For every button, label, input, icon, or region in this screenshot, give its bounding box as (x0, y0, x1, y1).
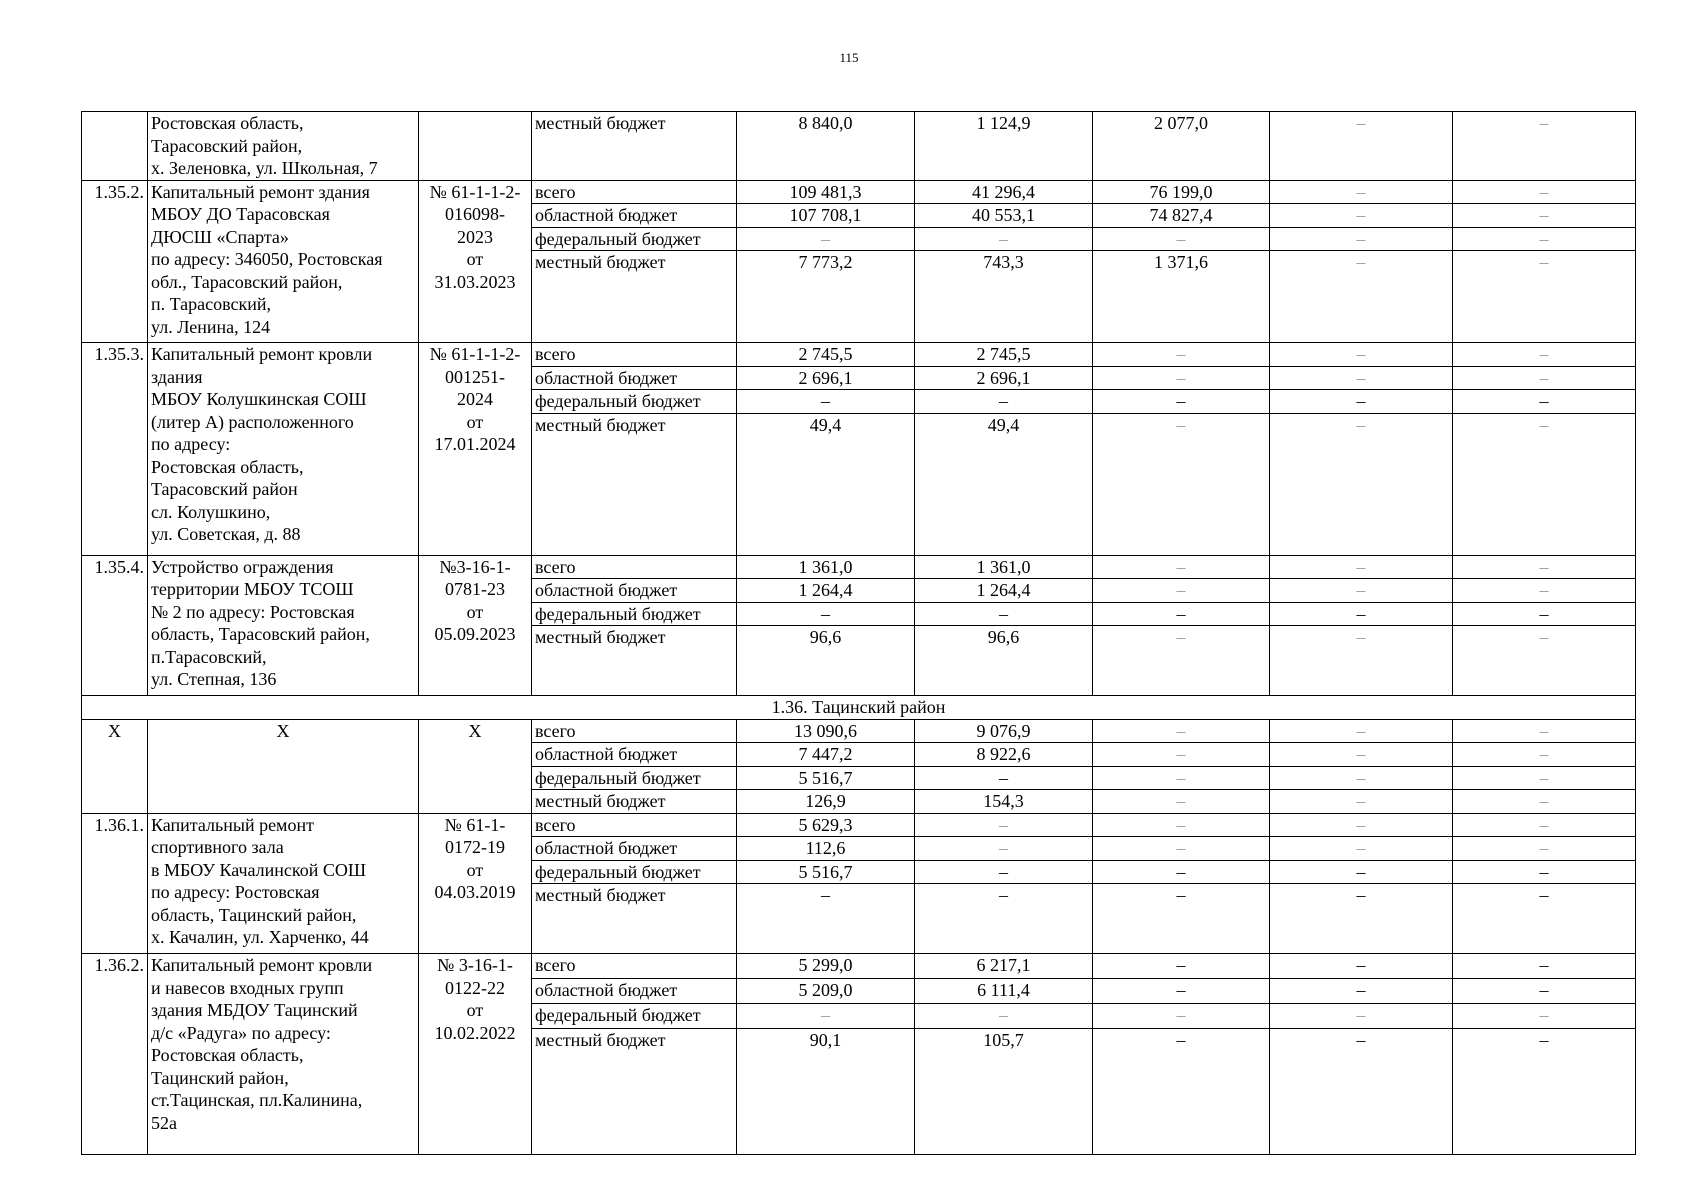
funding-source: федеральный бюджет (532, 766, 737, 790)
item-document-code (419, 555, 532, 696)
amount-cell: – (1093, 366, 1270, 390)
groups.g2.code-line: 31.03.2023 (434, 271, 516, 292)
funding-source: федеральный бюджет (532, 1004, 737, 1029)
groups.g3.description-line: Тарасовский район (151, 479, 298, 499)
item-description (148, 180, 419, 343)
groups.g7.code-line: от (466, 1000, 484, 1020)
groups.g5.description-line: Х (276, 720, 290, 741)
groups.g6.description-line: в МБОУ Качалинской СОШ (151, 859, 367, 880)
groups.g6.description-line: область, Тацинский район, (151, 904, 357, 925)
item-document-code (419, 813, 532, 954)
groups.g3.code-line: от (466, 411, 484, 432)
amount-cell: – (1093, 813, 1270, 837)
amount-cell: – (1453, 954, 1636, 979)
item-description (148, 719, 419, 813)
amount-cell: – (1270, 343, 1453, 367)
amount-cell: 2 696,1 (737, 366, 915, 390)
amount-cell: 2 696,1 (915, 366, 1093, 390)
amount-cell: 6 111,4 (915, 979, 1093, 1004)
amount-cell: – (915, 766, 1093, 790)
groups.g2.description-line: ДЮСШ «Спарта» (151, 226, 289, 247)
item-index (82, 112, 148, 181)
amount-cell: 5 209,0 (737, 979, 915, 1004)
groups.g4.code-line: 05.09.2023 (434, 624, 516, 644)
funding-source: всего (532, 954, 737, 979)
groups.g6.code-line: № 61-1- (444, 814, 506, 835)
amount-cell: 96,6 (915, 626, 1093, 696)
groups.g4.description-line: ул. Степная, 136 (151, 669, 277, 689)
groups.g6.code-line: 04.03.2019 (434, 882, 516, 902)
groups.g7.description-line: Тацинский район, (151, 1067, 289, 1088)
amount-cell: 41 296,4 (915, 180, 1093, 204)
amount-cell: 6 217,1 (915, 954, 1093, 979)
amount-cell: 90,1 (737, 1029, 915, 1155)
amount-cell: – (1453, 884, 1636, 954)
groups.g2.code-line: от (466, 249, 484, 269)
groups.g4.description-line: область, Тарасовский район, (151, 624, 370, 644)
amount-cell: – (1093, 1029, 1270, 1155)
funding-source: местный бюджет (532, 790, 737, 814)
groups.g7.description-line: Ростовская область, (151, 1045, 304, 1065)
amount-cell: 2 745,5 (737, 343, 915, 367)
amount-cell: – (1270, 112, 1453, 181)
item-index: 1.35.4. (82, 555, 148, 696)
groups.g4.description-line: территории МБОУ ТСОШ (151, 579, 354, 599)
amount-cell: – (1270, 743, 1453, 767)
amount-cell: – (737, 884, 915, 954)
groups.g7.description-line: 52а (151, 1112, 177, 1133)
funding-source: местный бюджет (532, 112, 737, 181)
amount-cell: – (1093, 743, 1270, 767)
amount-cell: – (1093, 860, 1270, 884)
amount-cell: 1 264,4 (737, 579, 915, 603)
groups.g7.description-line: и навесов входных групп (151, 977, 344, 998)
funding-source: федеральный бюджет (532, 602, 737, 626)
groups.g2.description-line: по адресу: 346050, Ростовская (151, 249, 383, 269)
amount-cell: – (1093, 579, 1270, 603)
amount-cell: – (1270, 204, 1453, 228)
item-description (148, 343, 419, 556)
groups.g2.description-line: ул. Ленина, 124 (151, 316, 271, 337)
groups.g2.code-line: 016098- (445, 204, 505, 224)
amount-cell: – (915, 602, 1093, 626)
item-index: 1.35.2. (82, 180, 148, 343)
groups.g2.description-line: п. Тарасовский, (151, 294, 272, 314)
groups.g3.code-line: 2024 (457, 389, 493, 409)
amount-cell: 1 264,4 (915, 579, 1093, 603)
amount-cell: 7 447,2 (737, 743, 915, 767)
funding-source: местный бюджет (532, 413, 737, 555)
amount-cell: – (737, 390, 915, 414)
amount-cell: 5 629,3 (737, 813, 915, 837)
table-row (82, 954, 1636, 979)
groups.g7.description-line: ст.Тацинская, пл.Калинина, (151, 1090, 363, 1110)
amount-cell: – (1270, 251, 1453, 343)
amount-cell: – (915, 860, 1093, 884)
groups.g7.description-line: здания МБДОУ Тацинский (151, 1000, 358, 1020)
groups.g3.code-line: № 61-1-1-2- (429, 344, 521, 364)
amount-cell: – (1093, 979, 1270, 1004)
amount-cell: – (1270, 884, 1453, 954)
item-description (148, 813, 419, 954)
amount-cell: – (1270, 837, 1453, 861)
groups.g4.description-line: п.Тарасовский, (151, 646, 267, 667)
item-description (148, 112, 419, 181)
funding-source: всего (532, 555, 737, 579)
amount-cell: – (1270, 626, 1453, 696)
amount-cell: – (915, 884, 1093, 954)
groups.g2.description-line: обл., Тарасовский район, (151, 271, 343, 292)
funding-source: областной бюджет (532, 743, 737, 767)
amount-cell: – (1453, 204, 1636, 228)
amount-cell: – (1270, 954, 1453, 979)
amount-cell: – (1093, 227, 1270, 251)
funding-source: местный бюджет (532, 251, 737, 343)
amount-cell: – (1270, 390, 1453, 414)
groups.g3.description-line: ул. Советская, д. 88 (151, 524, 301, 544)
amount-cell: – (1453, 979, 1636, 1004)
funding-source: областной бюджет (532, 979, 737, 1004)
item-description (148, 954, 419, 1155)
amount-cell: 1 371,6 (1093, 251, 1270, 343)
funding-source: областной бюджет (532, 837, 737, 861)
groups.g6.description-line: х. Качалин, ул. Харченко, 44 (151, 927, 369, 947)
amount-cell: – (1453, 813, 1636, 837)
amount-cell: 8 922,6 (915, 743, 1093, 767)
amount-cell: – (737, 1004, 915, 1029)
amount-cell: 743,3 (915, 251, 1093, 343)
item-document-code (419, 954, 532, 1155)
item-index: 1.36.1. (82, 813, 148, 954)
amount-cell: – (1453, 251, 1636, 343)
amount-cell: – (1453, 719, 1636, 743)
item-index: 1.35.3. (82, 343, 148, 556)
amount-cell: – (1093, 390, 1270, 414)
amount-cell: – (1453, 112, 1636, 181)
groups.g4.code-line: №3-16-1- (439, 556, 511, 577)
table-row (82, 112, 1636, 181)
item-document-code (419, 180, 532, 343)
groups.g4.code-line: 0781-23 (445, 579, 505, 599)
amount-cell: 1 361,0 (737, 555, 915, 579)
amount-cell: 96,6 (737, 626, 915, 696)
amount-cell: – (1453, 602, 1636, 626)
amount-cell: – (1453, 1004, 1636, 1029)
amount-cell: – (1093, 837, 1270, 861)
groups.g2.code-line: № 61-1-1-2- (429, 181, 521, 202)
amount-cell: – (1270, 1004, 1453, 1029)
amount-cell: – (1093, 766, 1270, 790)
funding-source: областной бюджет (532, 579, 737, 603)
groups.g4.code-line: от (466, 601, 484, 622)
amount-cell: – (737, 602, 915, 626)
amount-cell: – (737, 227, 915, 251)
table-row (82, 555, 1636, 579)
groups.g3.description-line: МБОУ Колушкинская СОШ (151, 389, 367, 409)
amount-cell: 1 361,0 (915, 555, 1093, 579)
groups.g6.description-line: Капитальный ремонт (151, 814, 314, 835)
section-row (82, 696, 1636, 720)
amount-cell: – (1453, 1029, 1636, 1155)
groups.g3.description-line: по адресу: (151, 434, 231, 454)
table-row (82, 180, 1636, 204)
groups.g6.description-line: по адресу: Ростовская (151, 882, 320, 902)
amount-cell: 1 124,9 (915, 112, 1093, 181)
amount-cell: 8 840,0 (737, 112, 915, 181)
funding-source: федеральный бюджет (532, 227, 737, 251)
amount-cell: – (1453, 743, 1636, 767)
amount-cell: – (1453, 579, 1636, 603)
groups.g7.description-line: Капитальный ремонт кровли (151, 955, 373, 975)
amount-cell: – (1270, 719, 1453, 743)
amount-cell: – (915, 1004, 1093, 1029)
amount-cell: – (1453, 790, 1636, 814)
page-number: 115 (839, 50, 859, 65)
amount-cell: – (1270, 790, 1453, 814)
amount-cell: 76 199,0 (1093, 180, 1270, 204)
amount-cell: 126,9 (737, 790, 915, 814)
amount-cell: – (915, 813, 1093, 837)
groups.g3.description-line: (литер А) расположенного (151, 411, 354, 432)
funding-source: всего (532, 719, 737, 743)
amount-cell: 7 773,2 (737, 251, 915, 343)
groups.g3.description-line: Ростовская область, (151, 456, 304, 477)
funding-source: федеральный бюджет (532, 390, 737, 414)
amount-cell: – (1270, 579, 1453, 603)
amount-cell: – (1270, 227, 1453, 251)
item-document-code (419, 343, 532, 556)
amount-cell: – (1453, 227, 1636, 251)
item-index: 1.36.2. (82, 954, 148, 1155)
groups.g7.code-line: № 3-16-1- (437, 955, 513, 975)
amount-cell: 5 516,7 (737, 860, 915, 884)
amount-cell: – (1453, 413, 1636, 555)
section-title: 1.36. Тацинский район (82, 696, 1636, 720)
groups.g4.description-line: № 2 по адресу: Ростовская (151, 601, 355, 622)
item-index: Х (82, 719, 148, 813)
amount-cell: – (1270, 555, 1453, 579)
groups.g7.description-line: д/с «Радуга» по адресу: (151, 1022, 331, 1043)
amount-cell: 154,3 (915, 790, 1093, 814)
amount-cell: – (915, 390, 1093, 414)
groups.g1.description-line: х. Зеленовка, ул. Школьная, 7 (151, 158, 378, 178)
item-description (148, 555, 419, 696)
amount-cell: – (1453, 366, 1636, 390)
amount-cell: 2 077,0 (1093, 112, 1270, 181)
amount-cell: – (1453, 180, 1636, 204)
funding-source: местный бюджет (532, 884, 737, 954)
groups.g5.code-line: Х (468, 720, 482, 741)
groups.g3.code-line: 17.01.2024 (434, 434, 516, 454)
item-document-code (419, 719, 532, 813)
table-row (82, 813, 1636, 837)
funding-source: всего (532, 813, 737, 837)
amount-cell: – (1270, 602, 1453, 626)
amount-cell: 105,7 (915, 1029, 1093, 1155)
groups.g7.code-line: 0122-22 (445, 977, 505, 998)
item-document-code (419, 112, 532, 181)
amount-cell: 109 481,3 (737, 180, 915, 204)
funding-source: областной бюджет (532, 204, 737, 228)
amount-cell: 40 553,1 (915, 204, 1093, 228)
amount-cell: – (915, 837, 1093, 861)
budget-table (81, 111, 1636, 1155)
table-row (82, 719, 1636, 743)
groups.g6.code-line: 0172-19 (445, 837, 505, 857)
amount-cell: – (1270, 1029, 1453, 1155)
amount-cell: 49,4 (737, 413, 915, 555)
funding-source: всего (532, 343, 737, 367)
groups.g7.code-line: 10.02.2022 (434, 1022, 516, 1043)
amount-cell: – (1453, 390, 1636, 414)
groups.g6.description-line: спортивного зала (151, 837, 284, 857)
amount-cell: – (1270, 766, 1453, 790)
amount-cell: 107 708,1 (737, 204, 915, 228)
amount-cell: – (1093, 884, 1270, 954)
funding-source: всего (532, 180, 737, 204)
groups.g2.description-line: Капитальный ремонт здания (151, 181, 370, 202)
groups.g2.code-line: 2023 (457, 226, 493, 247)
funding-source: областной бюджет (532, 366, 737, 390)
amount-cell: – (1270, 180, 1453, 204)
amount-cell: – (1093, 343, 1270, 367)
amount-cell: – (1093, 413, 1270, 555)
groups.g6.code-line: от (466, 859, 484, 880)
amount-cell: 49,4 (915, 413, 1093, 555)
amount-cell: – (1453, 343, 1636, 367)
amount-cell: – (1453, 766, 1636, 790)
groups.g3.description-line: сл. Колушкино, (151, 501, 271, 522)
funding-source: местный бюджет (532, 1029, 737, 1155)
amount-cell: 74 827,4 (1093, 204, 1270, 228)
amount-cell: – (1270, 979, 1453, 1004)
amount-cell: – (1093, 602, 1270, 626)
groups.g1.description-line: Ростовская область, (151, 113, 304, 133)
amount-cell: – (1093, 954, 1270, 979)
groups.g3.code-line: 001251- (445, 366, 505, 387)
amount-cell: 5 516,7 (737, 766, 915, 790)
groups.g3.description-line: здания (151, 366, 203, 387)
amount-cell: – (1270, 413, 1453, 555)
amount-cell: – (1093, 555, 1270, 579)
funding-source: федеральный бюджет (532, 860, 737, 884)
amount-cell: – (1453, 626, 1636, 696)
funding-source: местный бюджет (532, 626, 737, 696)
groups.g1.description-line: Тарасовский район, (151, 135, 303, 156)
amount-cell: – (1093, 626, 1270, 696)
groups.g2.description-line: МБОУ ДО Тарасовская (151, 204, 330, 224)
groups.g3.description-line: Капитальный ремонт кровли (151, 344, 373, 364)
amount-cell: – (1270, 860, 1453, 884)
amount-cell: – (1093, 790, 1270, 814)
amount-cell: 13 090,6 (737, 719, 915, 743)
amount-cell: – (1453, 860, 1636, 884)
amount-cell: – (915, 227, 1093, 251)
amount-cell: – (1270, 366, 1453, 390)
amount-cell: 2 745,5 (915, 343, 1093, 367)
amount-cell: – (1270, 813, 1453, 837)
amount-cell: – (1093, 719, 1270, 743)
amount-cell: 5 299,0 (737, 954, 915, 979)
groups.g4.description-line: Устройство ограждения (151, 556, 334, 577)
table-row (82, 343, 1636, 367)
amount-cell: 9 076,9 (915, 719, 1093, 743)
amount-cell: – (1453, 837, 1636, 861)
amount-cell: – (1453, 555, 1636, 579)
amount-cell: – (1093, 1004, 1270, 1029)
amount-cell: 112,6 (737, 837, 915, 861)
